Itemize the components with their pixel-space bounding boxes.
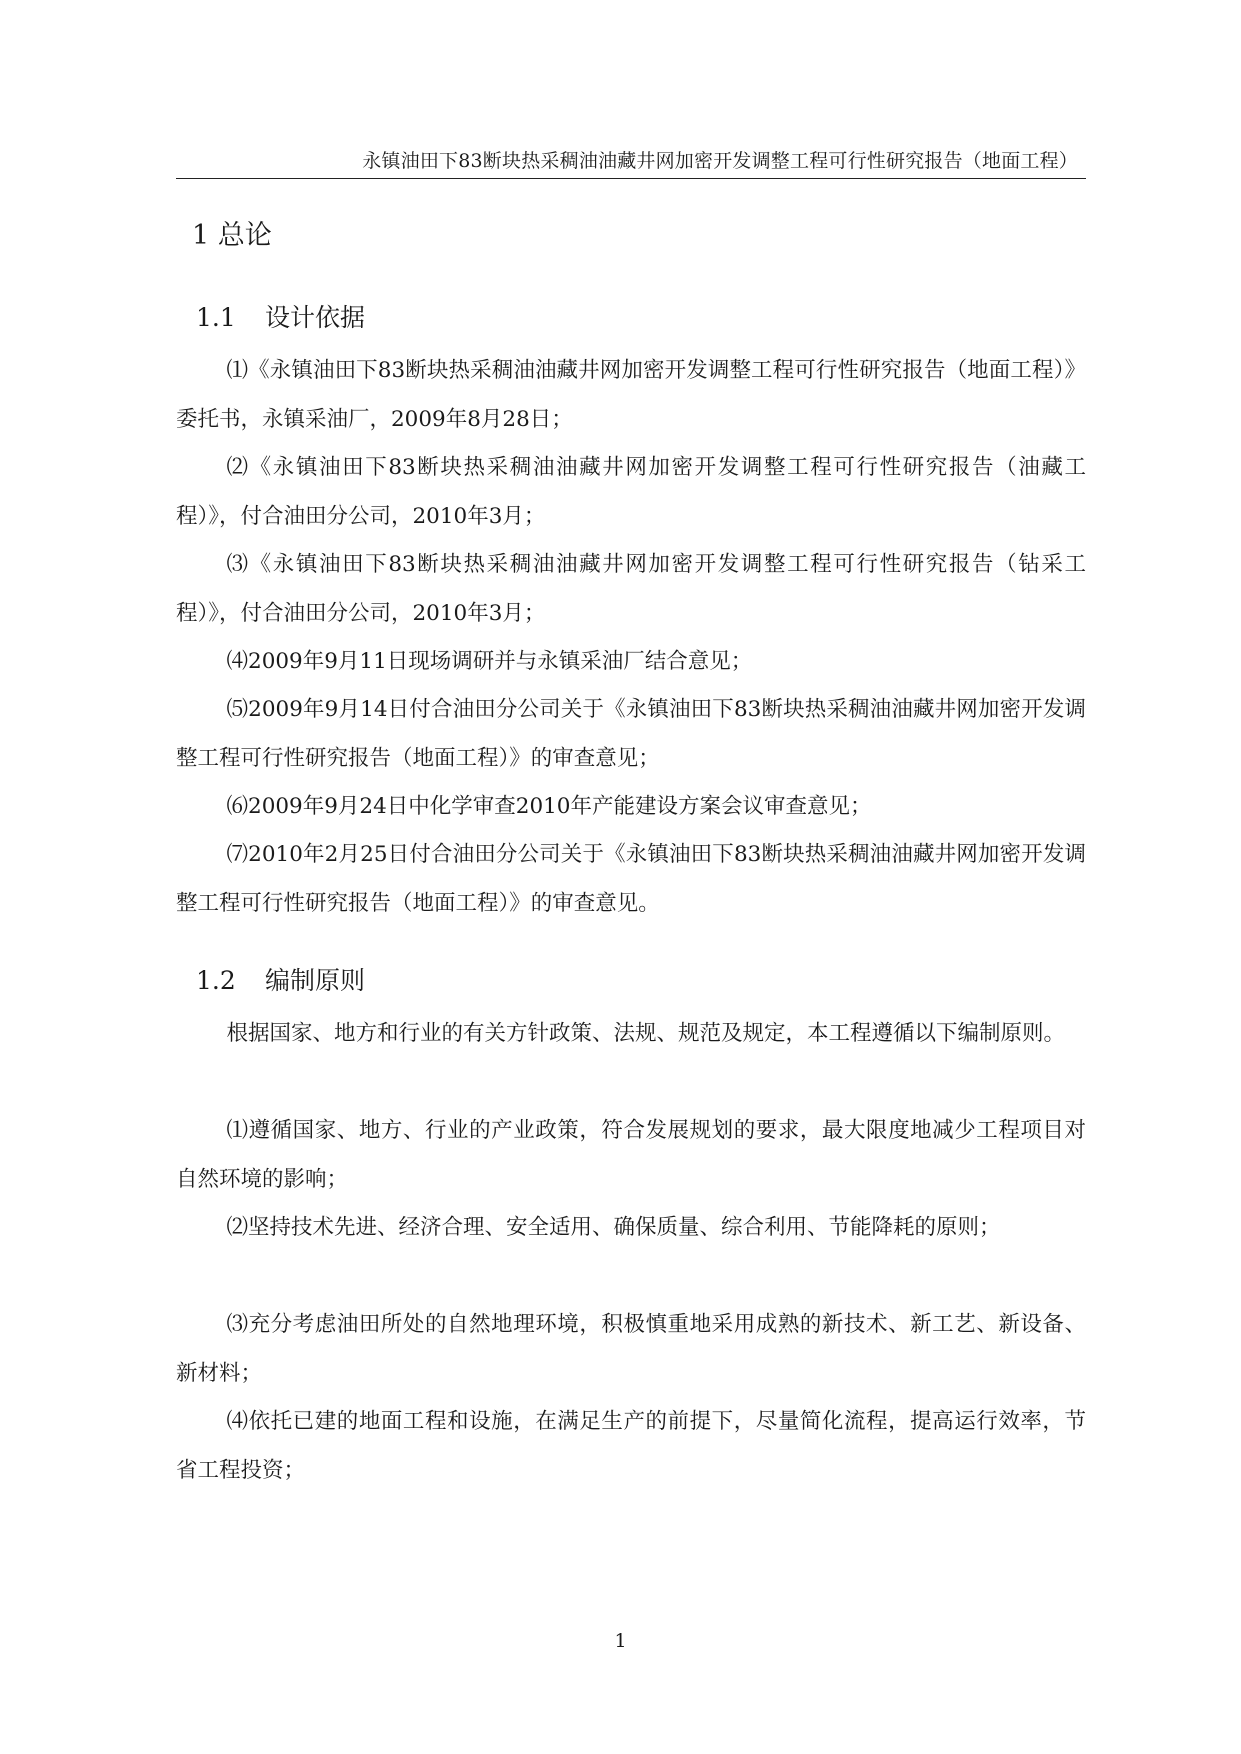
reference-item-4: ⑷2009年9月11日现场调研并与永镇采油厂结合意见； <box>226 649 753 674</box>
reference-item-2: ⑵《永镇油田下83断块热采稠油油藏井网加密开发调整工程可行性研究报告（油藏工程）》，付合油田分公司，2010年3月； <box>176 455 1086 529</box>
section-title: 编制原则 <box>265 966 366 995</box>
running-header <box>176 148 1086 179</box>
reference-item-1: ⑴《永镇油田下83断块热采稠油油藏井网加密开发调整工程可行性研究报告（地面工程）》委托书，永镇采油厂，2009年8月28日； <box>176 358 1086 432</box>
reference-item-3: ⑶《永镇油田下83断块热采稠油油藏井网加密开发调整工程可行性研究报告（钻采工程）》，付合油田分公司，2010年3月； <box>176 552 1086 626</box>
principle-intro: 根据国家、地方和行业的有关方针政策、法规、规范及规定，本工程遵循以下编制原则。 <box>226 1021 1066 1046</box>
reference-item-7: ⑺2010年2月25日付合油田分公司关于《永镇油田下83断块热采稠油油藏井网加密开发调整工程可行性研究报告（地面工程）》的审查意见。 <box>176 842 1086 916</box>
section-number: 1.2 <box>196 966 236 995</box>
reference-item-5: ⑸2009年9月14日付合油田分公司关于《永镇油田下83断块热采稠油油藏井网加密开发调整工程可行性研究报告（地面工程）》的审查意见； <box>176 697 1086 771</box>
section-number: 1.1 <box>196 303 236 332</box>
principle-item-4: ⑷依托已建的地面工程和设施，在满足生产的前提下，尽量简化流程，提高运行效率，节省工程投资； <box>176 1409 1086 1483</box>
reference-item-6: ⑹2009年9月24日中化学审查2010年产能建设方案会议审查意见； <box>226 794 872 819</box>
chapter-title: 1 总论 <box>192 220 272 251</box>
principle-item-2: ⑵坚持技术先进、经济合理、安全适用、确保质量、综合利用、节能降耗的原则； <box>226 1215 1001 1240</box>
running-header-text: 永镇油田下83断块热采稠油油藏井网加密开发调整工程可行性研究报告（地面工程） <box>362 150 1078 172</box>
principle-item-3: ⑶充分考虑油田所处的自然地理环境，积极慎重地采用成熟的新技术、新工艺、新设备、新材料； <box>176 1312 1086 1386</box>
section-title: 设计依据 <box>265 303 366 332</box>
section-heading-1-1 <box>196 300 365 336</box>
section-heading-1-2 <box>196 963 365 999</box>
principle-item-1: ⑴遵循国家、地方、行业的产业政策，符合发展规划的要求，最大限度地减少工程项目对自然环境的影响； <box>176 1118 1086 1192</box>
page-number: 1 <box>614 1630 627 1652</box>
